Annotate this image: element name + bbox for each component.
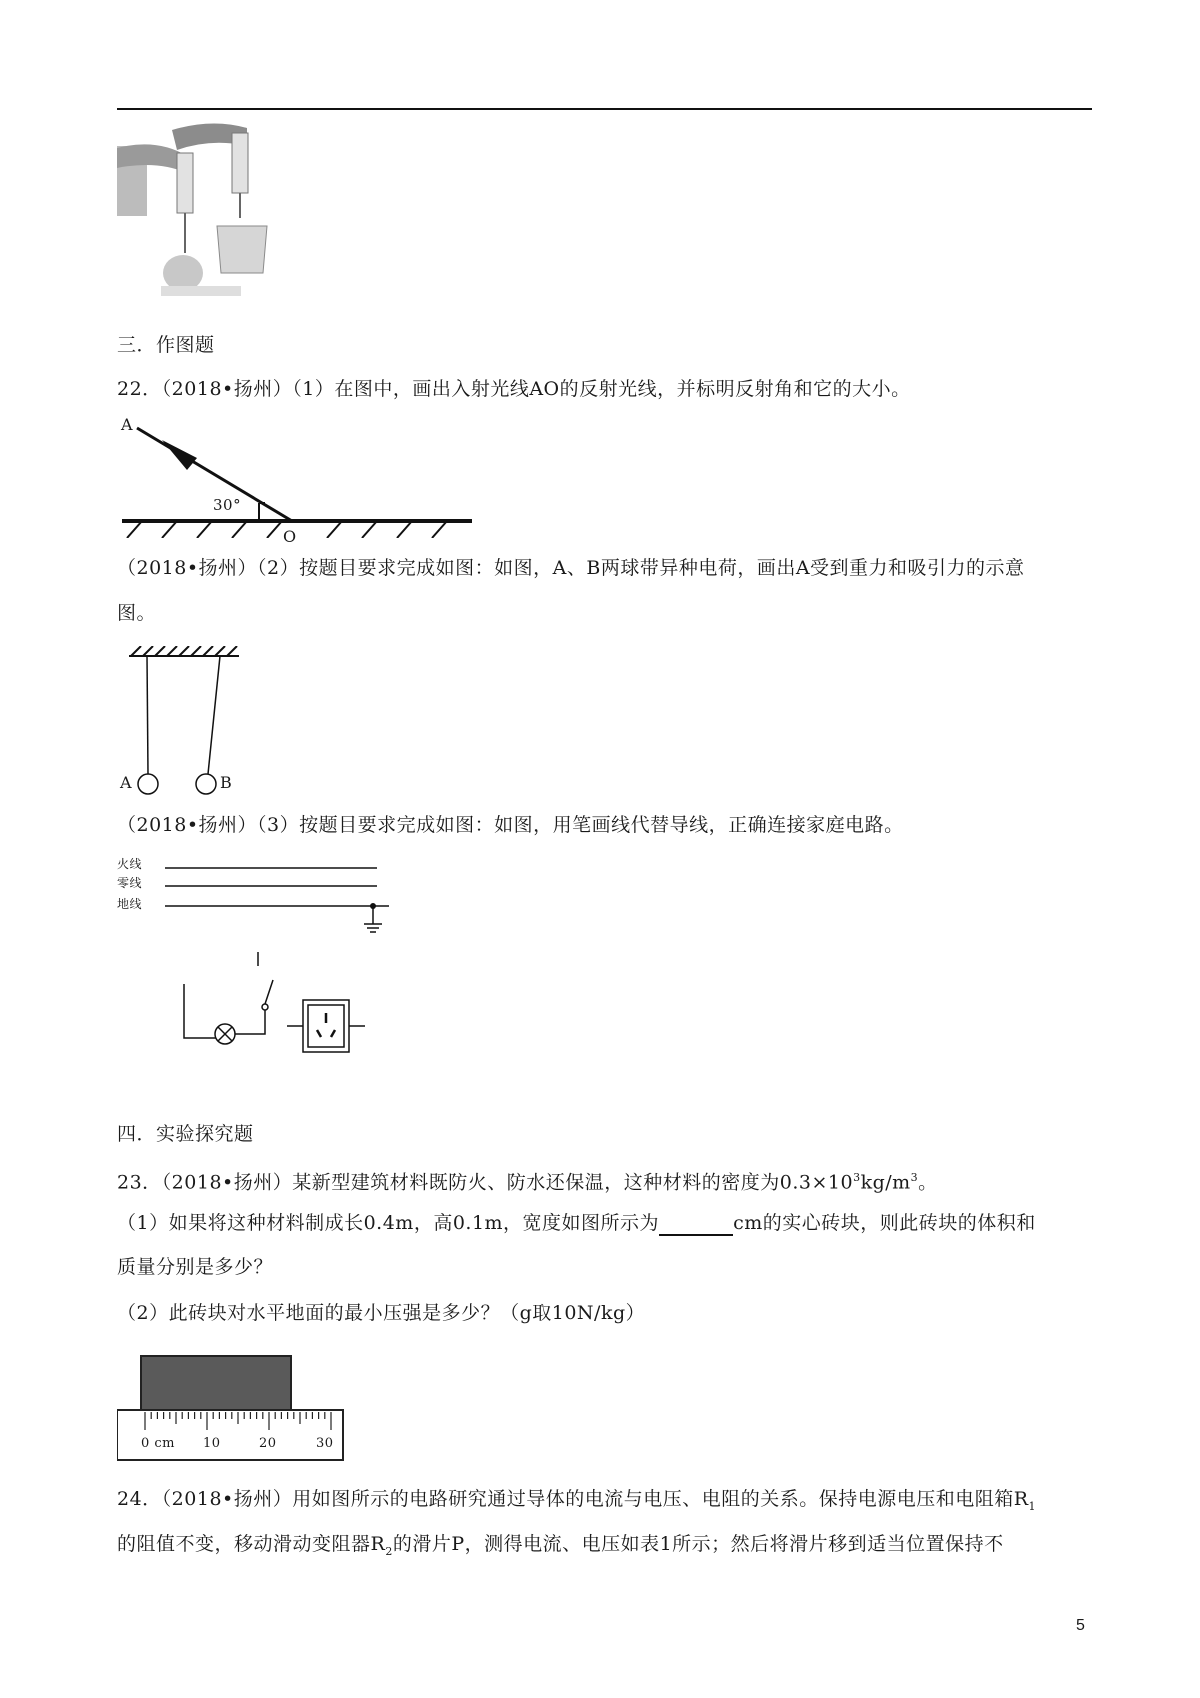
- point-o-label: O: [283, 527, 297, 546]
- header-rule: [117, 108, 1092, 110]
- q23-part1-line1: （1）如果将这种材料制成长0.4m，高0.1m，宽度如图所示为 cm的实心砖块，则此砖块的体积和: [117, 1212, 1036, 1234]
- neutral-wire-label: 零线: [117, 876, 143, 890]
- tick-label-10: 10: [203, 1436, 221, 1451]
- angle-label: 30°: [213, 496, 242, 514]
- q24-line1: 24．（2018•扬州）用如图所示的电路研究通过导体的电流与电压、电阻的关系。保持电源电压和电阻箱$R_1$: [117, 1488, 1037, 1513]
- brick-ruler-figure: [117, 1352, 347, 1464]
- section-heading-drawing: 三．作图题: [117, 334, 215, 356]
- ball-b: [196, 774, 216, 794]
- ball-b-label: B: [220, 773, 233, 792]
- tick-label-30: 30: [316, 1436, 334, 1451]
- answer-blank[interactable]: [659, 1216, 733, 1236]
- q22-part1-text: 22．（2018•扬州）（1）在图中，画出入射光线AO的反射光线，并标明反射角和它的大小。: [117, 378, 911, 400]
- q23-stem: 23．（2018•扬州）某新型建筑材料既防火、防水还保温，这种材料的密度为$0.3\times 10^3kg/m^3$。: [117, 1171, 938, 1194]
- q24-line2: 的阻值不变，移动滑动变阻器$R_2$的滑片P，测得电流、电压如表1所示；然后将滑片移到适当位置保持不: [117, 1533, 1004, 1558]
- q22-part2-text-line1: （2018•扬州）（2）按题目要求完成如图：如图，A、B两球带异种电荷，画出A受到重力和吸引力的示意: [117, 557, 1025, 579]
- ball-a: [138, 774, 158, 794]
- reflection-figure: [117, 415, 477, 546]
- charged-balls-figure: [117, 646, 247, 806]
- brick: [141, 1356, 291, 1410]
- earth-wire-label: 地线: [117, 897, 143, 911]
- q23-part2: （2）此砖块对水平地面的最小压强是多少？（g取10N/kg）: [117, 1302, 646, 1324]
- section-heading-experiment: 四．实验探究题: [117, 1123, 254, 1145]
- page-number: 5: [1076, 1617, 1085, 1634]
- switch-symbol: [265, 980, 273, 1004]
- household-circuit-figure: [117, 856, 397, 1066]
- point-a-label: A: [121, 415, 134, 434]
- tick-label-0: 0 cm: [141, 1436, 176, 1451]
- ball-a-label: A: [120, 773, 133, 792]
- q23-part1-line2: 质量分别是多少？: [117, 1256, 274, 1278]
- incident-arrowhead: [162, 440, 197, 470]
- spring-scale-photo: [117, 118, 297, 303]
- tick-label-20: 20: [259, 1436, 277, 1451]
- q22-part3-text: （2018•扬州）（3）按题目要求完成如图：如图，用笔画线代替导线，正确连接家庭电路。: [117, 814, 904, 836]
- live-wire-label: 火线: [117, 857, 143, 871]
- q22-part2-text-line2: 图。: [117, 602, 157, 624]
